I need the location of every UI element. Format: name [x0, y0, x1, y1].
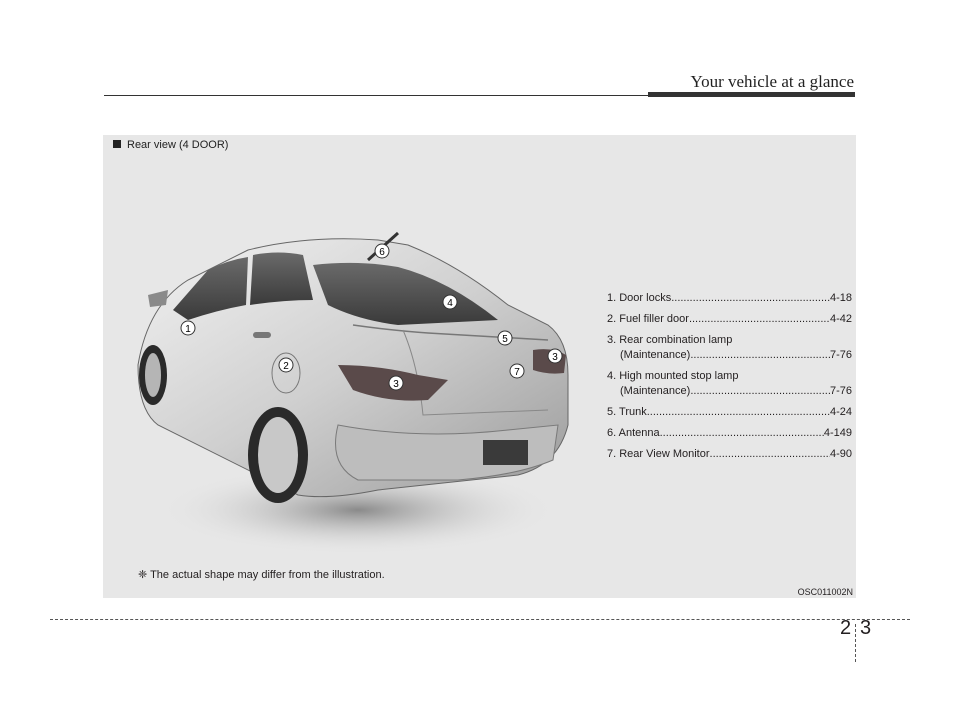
legend-page-ref: 7-76 — [829, 385, 852, 397]
callout-2: 2 — [283, 361, 289, 372]
legend-sublabel: (Maintenance) — [620, 349, 691, 361]
callout-1: 1 — [185, 324, 191, 335]
legend-label: 4. High mounted stop lamp — [607, 370, 739, 382]
page-header-title: Your vehicle at a glance — [690, 72, 854, 91]
callout-3b: 3 — [552, 352, 558, 363]
callout-3a: 3 — [393, 379, 399, 390]
header-rule-accent — [648, 92, 855, 97]
legend-page-ref: 4-42 — [829, 313, 852, 325]
legend-item-rear-combination-lamp — [607, 333, 852, 363]
callout-4: 4 — [447, 298, 453, 309]
legend-item-antenna — [607, 426, 852, 441]
footer-rule — [50, 619, 910, 620]
chapter-number: 2 — [840, 617, 852, 639]
parts-legend — [607, 291, 852, 468]
figure-panel — [103, 135, 856, 598]
car-rear-view-image — [128, 225, 578, 560]
legend-page-ref: 4-149 — [823, 427, 852, 439]
section-heading — [113, 139, 228, 151]
legend-page-ref: 7-76 — [829, 349, 852, 361]
legend-label: 7. Rear View Monitor — [607, 448, 710, 460]
legend-label: 1. Door locks — [607, 292, 672, 304]
legend-page-ref: 4-18 — [829, 292, 852, 304]
section-heading-text: Rear view (4 DOOR) — [127, 139, 229, 151]
legend-label: 2. Fuel filler door — [607, 313, 689, 325]
header-rule — [104, 95, 649, 96]
page-number: 3 — [860, 617, 872, 639]
legend-page-ref: 4-90 — [829, 448, 852, 460]
car-illustration — [128, 225, 578, 560]
callout-5: 5 — [502, 334, 508, 345]
legend-item-trunk — [607, 405, 852, 420]
legend-page-ref: 4-24 — [829, 406, 852, 418]
legend-item-door-locks — [607, 291, 852, 306]
legend-item-rear-view-monitor — [607, 447, 852, 462]
legend-label: 6. Antenna — [607, 427, 660, 439]
callout-6: 6 — [379, 247, 385, 258]
square-bullet-icon — [113, 140, 121, 148]
illustration-footnote: ❈ The actual shape may differ from the illustration. — [138, 569, 385, 581]
legend-label: 3. Rear combination lamp — [607, 334, 733, 346]
legend-sublabel: (Maintenance) — [620, 385, 691, 397]
page-number-divider — [855, 624, 856, 662]
callout-7: 7 — [514, 367, 520, 378]
legend-item-high-mounted-stop-lamp — [607, 369, 852, 399]
figure-code: OSC011002N — [797, 587, 853, 597]
legend-label: 5. Trunk — [607, 406, 647, 418]
legend-item-fuel-filler-door — [607, 312, 852, 327]
